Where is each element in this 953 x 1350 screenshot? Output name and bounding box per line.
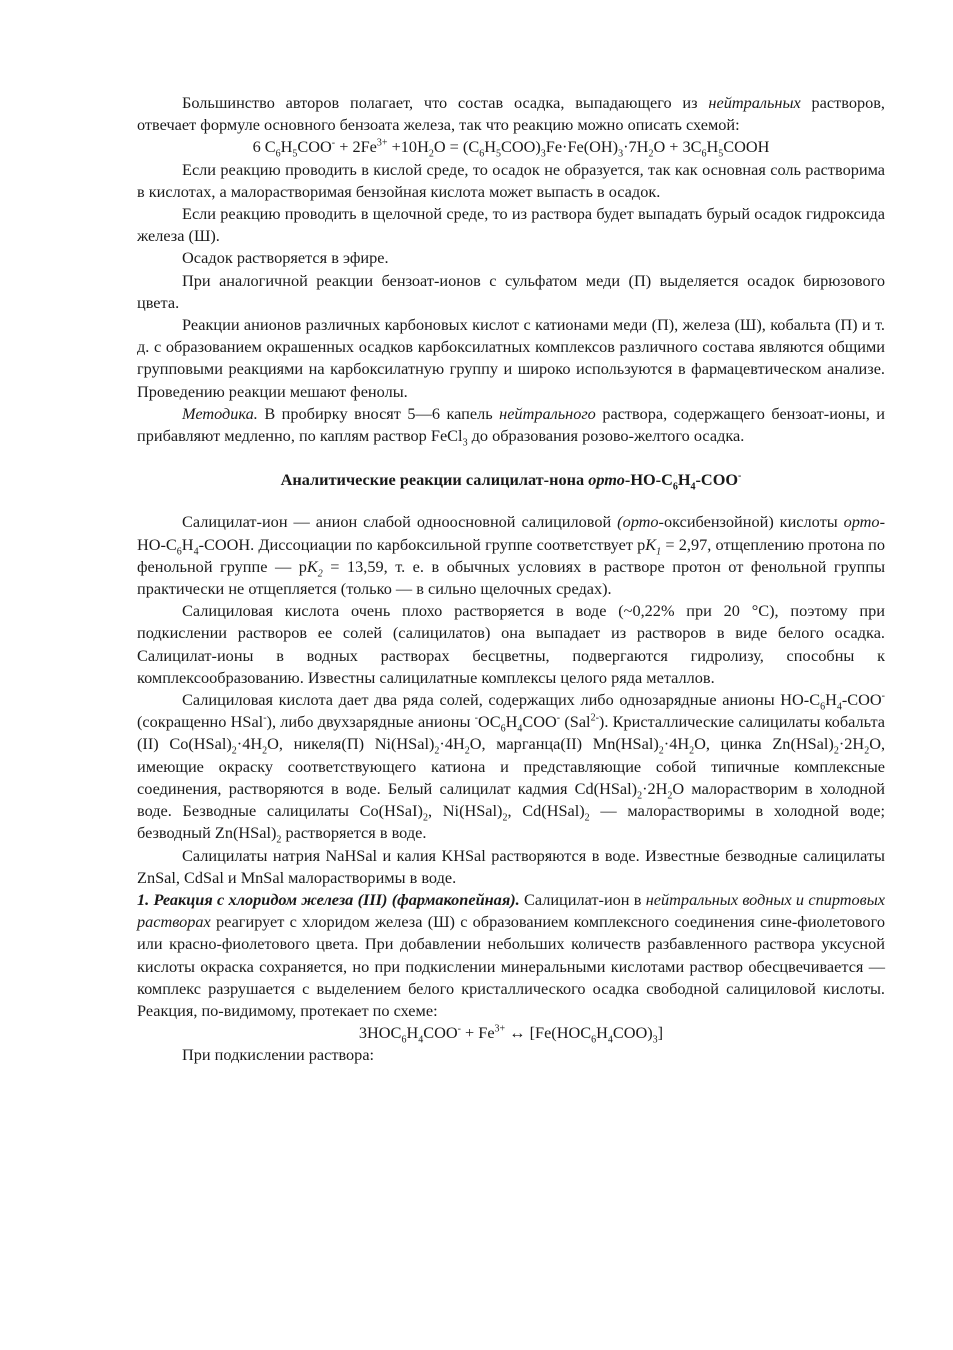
paragraph: Осадок растворяется в эфире.: [182, 248, 389, 268]
paragraph: Салицилат-ион — анион слабой одноосновной салициловой (орто-оксибензойной) кислоты орто-$HO-C_6H_4$-COOH. Диссоциации по карбоксильной группе соответствует $pK_1 = 2,97$, отщеплению протона по фенольной группе — $pK_2 = 13,59$, т. е. в обычных условиях в растворе протон от фенольной группы практически не отщепляется (только — в сильно щелочных средах).: [137, 512, 886, 599]
paragraph: Салициловая кислота очень плохо растворяется в воде (~0,22% при 20 °С), поэтому при подкислении растворов ее солей (салицилатов) она выпадает из растворов в виде белого осадка. Салицилат-ионы в водных растворах бесцветны, подвергаются гидролизу, способны к комплексообразованию. Известны салицилатные комплексы целого ряда металлов.: [137, 601, 885, 687]
paragraph: Салицилаты натрия NaHSal и калия KHSal растворяются в воде. Известные безводные салицилаты ZnSal, CdSal и MnSal малорастворимы в воде.: [137, 845, 885, 887]
paragraph: Салициловая кислота дает два ряда солей, содержащих либо однозарядные анионы $HO-C_6H_4-COO^-$ (сокращенно HSal-), либо двухзарядные анионы $^-OC_6H_4COO^-$ (Sal$^{2-}$). Кристаллические салицилаты кобальта (II) $Co(HSal)_2\cdot 4H_2O$, никеля(П) $Ni(HSal)_2\cdot 4H_2O$, марганца(II) $Mn(HSal)_2\cdot 4H_2O$, цинка $Zn(HSal)_2\cdot 2H_2O$, имеющие окраску соответствующего катиона и представляющие собой типичные комплексные соединения, растворяются в воде. Белый салицилат кадмия $Cd(HSal)_2\cdot 2H_2O$ малорастворим в холодной воде. Безводные салицилаты $Co(HSaI)_2$, $Ni(HSal)_2$, $Cd(HSal)_2$ — малорастворимы в холодной воде; безводный $Zn(HSal)_2$ растворяется в воде.: [137, 690, 886, 846]
paragraph: Реакции анионов различных карбоновых кислот с катионами меди (П), железа (Ш), кобальта (П) и т. д. с образованием окрашенных осадков карбоксилатных комплексов различного состава являются общими групповыми реакциями на карбоксилатную группу и широко используются в фармацевтическом анализе. Проведению реакции мешают фенолы.: [137, 315, 885, 401]
reaction-equation: $3HOC_6H_4COO^- + Fe^{3+}$ ↔ $[Fe(HOC_6H_4COO)_3]$: [358, 1023, 664, 1046]
document-page: [137, 92, 885, 1067]
method-paragraph: Методика. В пробирку вносят 5—6 капель нейтрального раствора, содержащего бензоат-ионы, и прибавляют медленно, по каплям раствор FeCl$_3$ до образования розово-желтого осадка.: [137, 403, 885, 449]
paragraph: Если реакцию проводить в щелочной среде, то из раствора будет выпадать бурый осадок гидроксида железа (Ш).: [137, 204, 885, 246]
paragraph: Большинство авторов полагает, что состав осадка, выпадающего из нейтральных растворов, отвечает формуле основного бензоата железа, так что реакцию можно описать схемой:: [137, 93, 885, 135]
paragraph: Если реакцию проводить в кислой среде, то осадок не образуется, так как основная соль растворима в кислотах, а малорастворимая бензойная кислота может выпасть в осадок.: [137, 159, 885, 201]
paragraph: При подкислении раствора:: [182, 1045, 375, 1065]
paragraph: При аналогичной реакции бензоат-ионов с сульфатом меди (П) выделяется осадок бирюзового цвета.: [137, 270, 885, 312]
reaction-equation: 6 $C_6H_5COO^- + 2Fe^{3+} +10H_2O = (C_6H_5COO)_3Fe\cdot Fe(OH)_3\cdot 7H_2O$ + $3C_6H_5COOH$: [252, 137, 770, 160]
section-heading: Аналитические реакции салицилат-нона орто-$HO-C_6H_4-COO^-$: [280, 470, 742, 493]
reaction-1-paragraph: 1. Реакция с хлоридом железа (III) (фармакопейная). Салицилат-ион в нейтральных водных и спиртовых растворах реагирует с хлоридом железа (Ш) с образованием комплексного соединения сине-фиолетового или красно-фиолетового цвета. При добавлении небольших количеств разбавленного раствора уксусной кислоты окраска сохраняется, но при подкислении минеральными кислотами раствор обесцвечивается — комплекс разрушается с выделением белого кристаллического осадка свободной салициловой кислоты. Реакция, по-видимому, протекает по схеме:: [137, 889, 885, 1020]
